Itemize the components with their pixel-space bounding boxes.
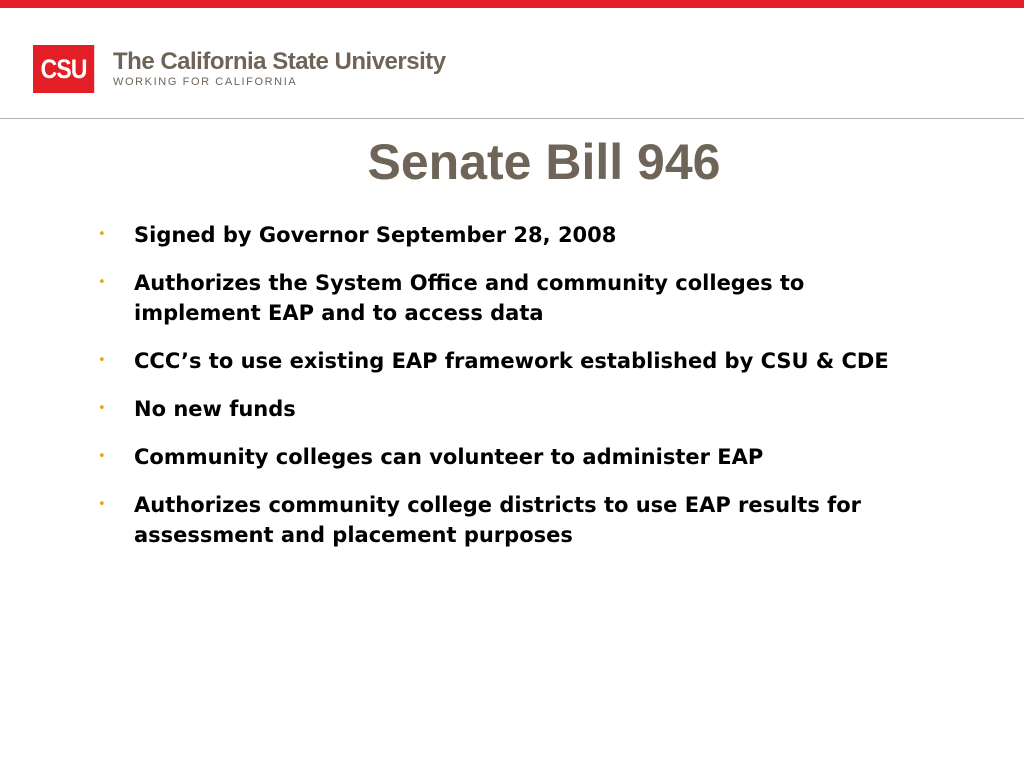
csu-logo: [33, 45, 446, 93]
bullet-text: CCC’s to use existing EAP framework established by CSU & CDE: [134, 349, 889, 373]
bullet-icon: •: [98, 497, 106, 512]
logo-wordmark: [113, 49, 446, 89]
bullet-icon: •: [98, 227, 106, 242]
logo-mark: CSU: [33, 45, 94, 93]
bullet-icon: •: [98, 353, 106, 368]
bullet-item: [96, 442, 896, 472]
slide-title: Senate Bill 946: [367, 134, 721, 190]
bullet-item: [96, 346, 896, 376]
bullet-item: [96, 220, 896, 250]
bullet-text: No new funds: [134, 397, 296, 421]
bullet-item: [96, 268, 896, 328]
bullet-list: [96, 220, 896, 568]
bullet-text: Authorizes community college districts to use EAP results for assessment and placement purposes: [134, 493, 862, 547]
bullet-icon: •: [98, 449, 106, 464]
bullet-text: Signed by Governor September 28, 2008: [134, 223, 617, 247]
bullet-text: Community colleges can volunteer to administer EAP: [134, 445, 764, 469]
bullet-text: Authorizes the System Office and community colleges to implement EAP and to access data: [134, 271, 805, 325]
header-divider: [0, 118, 1024, 119]
bullet-icon: •: [98, 275, 106, 290]
bullet-item: [96, 490, 896, 550]
bullet-icon: •: [98, 401, 106, 416]
bullet-item: [96, 394, 896, 424]
top-accent-bar: [0, 0, 1024, 8]
logo-name: The California State University: [113, 48, 446, 75]
logo-tagline: WORKING FOR CALIFORNIA: [113, 76, 298, 88]
